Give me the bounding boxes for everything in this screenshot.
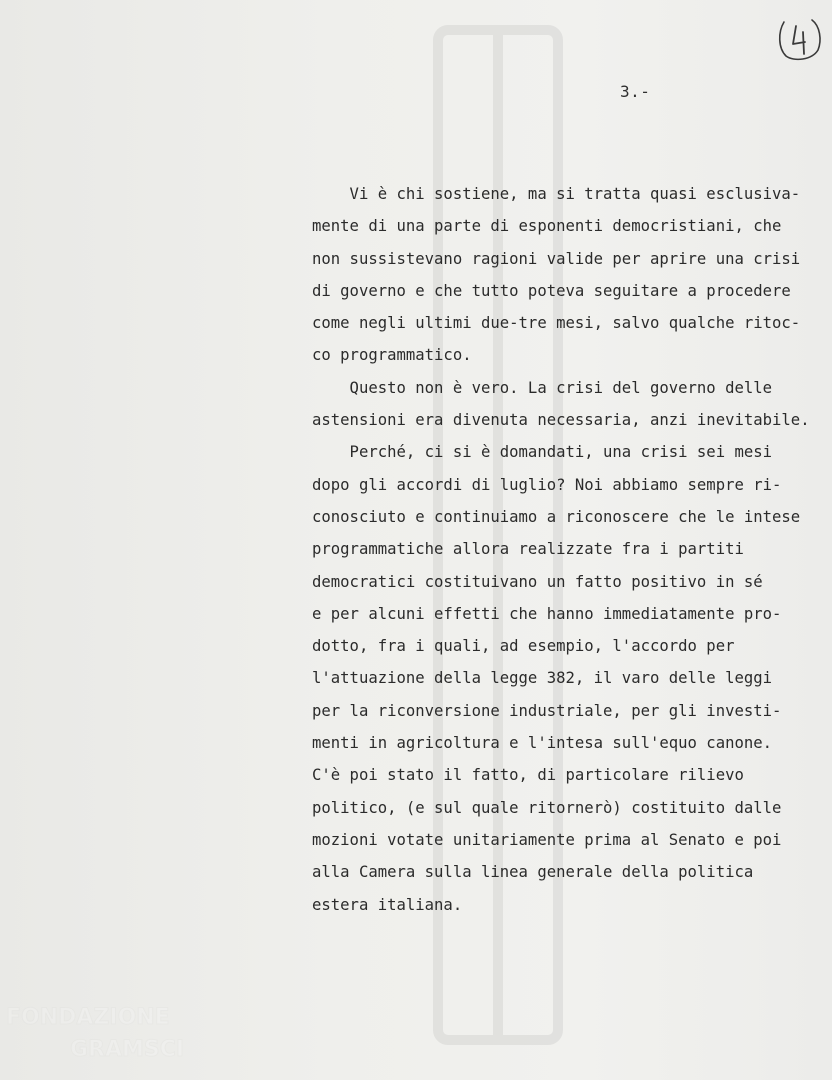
text-line: astensioni era divenuta necessaria, anzi inevitabile.	[312, 411, 810, 430]
text-line: mente di una parte di esponenti democristiani, che	[312, 217, 782, 236]
text-line: menti in agricoltura e l'intesa sull'equo canone.	[312, 734, 773, 753]
text-line: conosciuto e continuiamo a riconoscere che le intese	[312, 507, 801, 526]
text-line: per la riconversione industriale, per gli investi-	[312, 701, 782, 720]
archive-logo-subtext: GRAMSCI	[70, 1037, 185, 1062]
text-line: come negli ultimi due-tre mesi, salvo qualche ritoc-	[312, 314, 801, 333]
text-line: Vi è chi sostiene, ma si tratta quasi esclusiva-	[312, 185, 801, 203]
text-line: co programmatico.	[312, 346, 472, 365]
text-line: di governo e che tutto poteva seguitare a procedere	[312, 281, 791, 300]
text-line: estera italiana.	[312, 895, 463, 914]
body-text	[312, 178, 827, 921]
paragraph	[312, 372, 827, 437]
text-line: alla Camera sulla linea generale della politica	[312, 863, 754, 882]
text-line: e per alcuni effetti che hanno immediatamente pro-	[312, 604, 782, 623]
text-line: l'attuazione della legge 382, il varo delle leggi	[312, 669, 773, 688]
paragraph	[312, 178, 827, 372]
text-line: Questo non è vero. La crisi del governo delle	[312, 378, 773, 397]
handwritten-page-mark-icon	[776, 14, 824, 62]
text-line: mozioni votate unitariamente prima al Senato e poi	[312, 830, 782, 849]
text-line: dotto, fra i quali, ad esempio, l'accordo per	[312, 637, 735, 656]
text-line: Perché, ci si è domandati, una crisi sei mesi	[312, 443, 773, 462]
text-line: programmatiche allora realizzate fra i partiti	[312, 540, 744, 559]
text-line: non sussistevano ragioni valide per aprire una crisi	[312, 249, 801, 268]
archive-logo-text: FONDAZIONE	[6, 1005, 170, 1030]
text-line: politico, (e sul quale ritornerò) costituito dalle	[312, 798, 782, 817]
text-line: C'è poi stato il fatto, di particolare rilievo	[312, 766, 744, 785]
page-number: 3.-	[620, 82, 651, 101]
text-line: dopo gli accordi di luglio? Noi abbiamo sempre ri-	[312, 475, 782, 494]
archive-logo-watermark	[0, 990, 200, 1070]
text-line: democratici costituivano un fatto positivo in sé	[312, 572, 763, 591]
paragraph	[312, 436, 827, 920]
